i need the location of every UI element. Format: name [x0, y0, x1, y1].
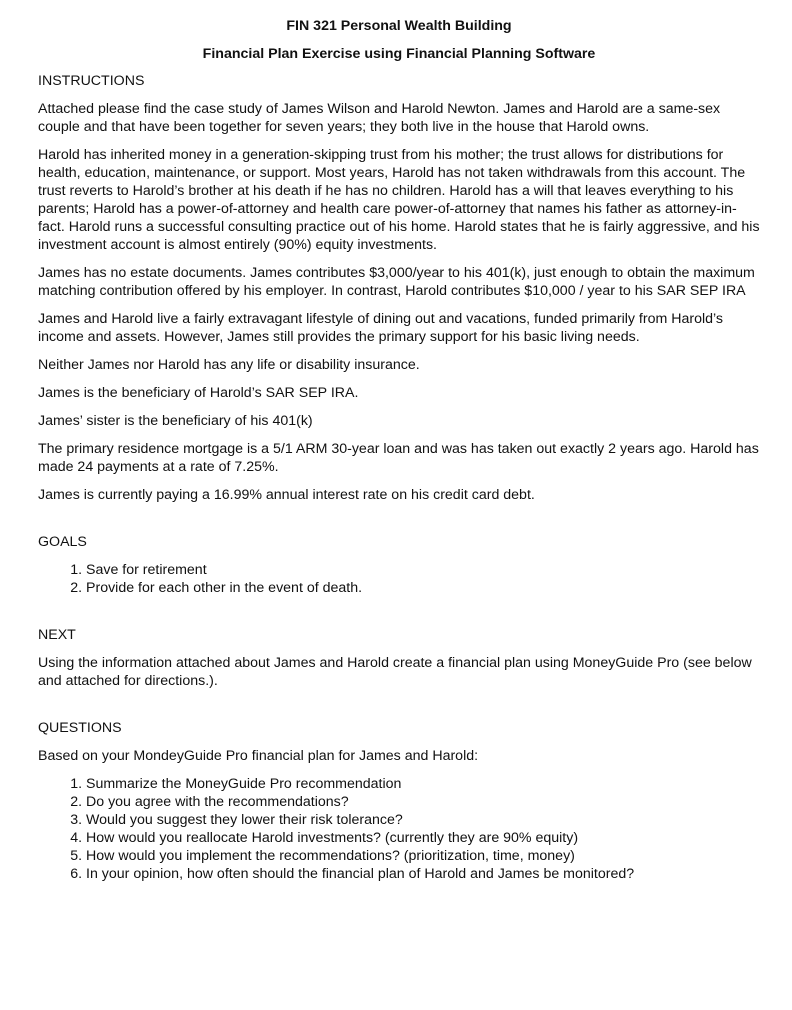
questions-heading: QUESTIONS: [38, 720, 122, 736]
paragraph: Harold has inherited money in a generation-skipping trust from his mother; the trust allows for distributions for health, education, maintenance, or support. Most years, Harold has not taken withdrawals from this account. The trust reverts to Harold’s brother at his death if he has no children. Harold has a will that leaves everything to his parents; Harold has a power-of-attorney and health care power-of-attorney that names his father as attorney-in-fact. Harold runs a successful consulting practice out of his home. Harold states that he is fairly aggressive, and his investment account is almost entirely (90%) equity investments.: [38, 147, 760, 253]
paragraph: James is the beneficiary of Harold’s SAR SEP IRA.: [38, 385, 359, 401]
list-item: 2. Provide for each other in the event of death.: [86, 579, 760, 597]
questions-intro: Based on your MondeyGuide Pro financial plan for James and Harold:: [38, 748, 479, 764]
document-title: FIN 321 Personal Wealth Building: [286, 18, 512, 34]
list-item: 2. Do you agree with the recommendations?: [86, 793, 760, 811]
next-text: Using the information attached about James and Harold create a financial plan using MoneyGuide Pro (see below and attached for directions.).: [38, 655, 752, 689]
paragraph: James and Harold live a fairly extravagant lifestyle of dining out and vacations, funded primarily from Harold’s income and assets. However, James still provides the primary support for his basic living needs.: [38, 311, 724, 345]
goals-list: [38, 561, 760, 597]
next-heading: NEXT: [38, 627, 76, 643]
questions-list: [38, 775, 760, 883]
list-item: 3. Would you suggest they lower their risk tolerance?: [86, 811, 760, 829]
instructions-heading: INSTRUCTIONS: [38, 73, 145, 89]
goals-heading: GOALS: [38, 534, 87, 550]
document-subtitle: Financial Plan Exercise using Financial Planning Software: [202, 46, 596, 62]
paragraph: Neither James nor Harold has any life or disability insurance.: [38, 357, 420, 373]
paragraph: Attached please find the case study of James Wilson and Harold Newton. James and Harold are a same-sex couple and that have been together for seven years; they both live in the house that Harold owns.: [38, 101, 721, 135]
paragraph: James is currently paying a 16.99% annual interest rate on his credit card debt.: [38, 487, 535, 503]
list-item: 1. Save for retirement: [86, 561, 760, 579]
document-page: [38, 17, 760, 893]
list-item: 4. How would you reallocate Harold investments? (currently they are 90% equity): [86, 829, 760, 847]
list-item: 6. In your opinion, how often should the financial plan of Harold and James be monitored?: [86, 865, 760, 883]
list-item: 1. Summarize the MoneyGuide Pro recommendation: [86, 775, 760, 793]
paragraph: James has no estate documents. James contributes $3,000/year to his 401(k), just enough to obtain the maximum matching contribution offered by his employer. In contrast, Harold contributes $10,000 / year to his SAR SEP IRA: [38, 265, 755, 299]
paragraph: James’ sister is the beneficiary of his 401(k): [38, 413, 313, 429]
list-item: 5. How would you implement the recommendations? (prioritization, time, money): [86, 847, 760, 865]
paragraph: The primary residence mortgage is a 5/1 ARM 30-year loan and was has taken out exactly 2 years ago. Harold has made 24 payments at a rate of 7.25%.: [38, 441, 759, 475]
